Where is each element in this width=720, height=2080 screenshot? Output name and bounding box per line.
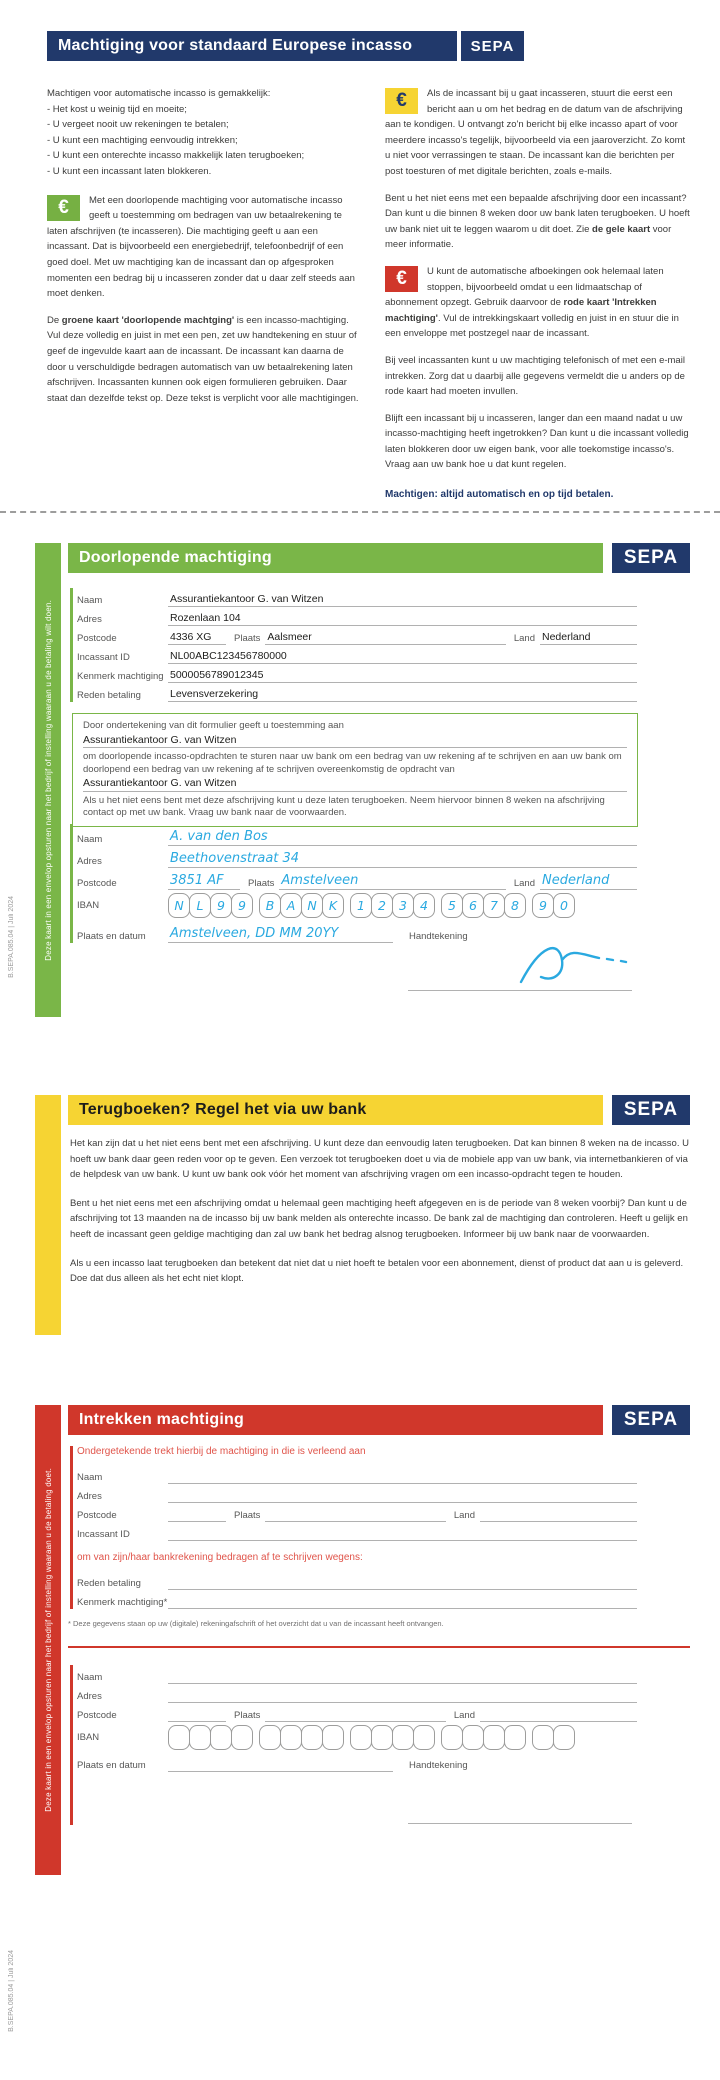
iban-group [168, 893, 252, 918]
form-row-adres [77, 1484, 637, 1503]
iban-boxes[interactable] [168, 893, 581, 918]
form-row-naam [77, 1665, 637, 1684]
naam-field[interactable]: A. van den Bos [168, 829, 637, 846]
agreement-line: Door ondertekening van dit formulier geeft u toestemming aan [83, 720, 344, 731]
paragraph-text: De [47, 314, 62, 326]
field-label: Plaats [234, 1510, 261, 1521]
red-side-strip [35, 1405, 61, 1875]
form-row-reden [77, 1571, 637, 1590]
iban-cell[interactable] [392, 1725, 414, 1750]
document-code-vertical: B.SEPA.085.04 | Juli 2024 [8, 1950, 15, 2032]
field-label: Land [453, 1710, 475, 1721]
iban-cell[interactable]: 5 [441, 893, 463, 918]
incassant-id-field[interactable]: NL00ABC123456780000 [168, 650, 637, 664]
iban-cell[interactable]: 2 [371, 893, 393, 918]
agreement-incassant-name: Assurantiekantoor G. van Witzen [83, 734, 627, 749]
adres-field[interactable] [168, 1689, 637, 1703]
form-row-iban [77, 1722, 637, 1753]
yellow-body [70, 1136, 690, 1298]
agreement-line: Als u het niet eens bent met deze afschrijving kunt u deze laten terugboeken. Neem hiervoor binnen 8 weken na afschrijving contact op met uw bank. Vraag uw bank naar de voorwaarden. [83, 794, 605, 818]
kenmerk-field[interactable]: 5000056789012345 [168, 669, 637, 683]
iban-group [441, 893, 525, 918]
iban-cell[interactable] [553, 1725, 575, 1750]
iban-cell[interactable]: 3 [392, 893, 414, 918]
sepa-logo-text: SEPA [623, 547, 679, 568]
field-label: Postcode [77, 1510, 117, 1521]
paragraph-blokkeren: Blijft een incassant bij u incasseren, langer dan een maand nadat u uw incasso-machtiging heeft ingetrokken? Dan kunt u die incassant volledig laten blokkeren door uw eigen bank, voor alle toekomstige incasso's. Vraag aan uw bank hoe u dat kunt regelen. [385, 412, 689, 471]
field-label: Naam [77, 595, 103, 606]
green-incassant-form [70, 588, 637, 702]
iban-group [441, 1725, 525, 1750]
plaats-datum-field[interactable]: Amstelveen, DD MM 20YY [168, 926, 393, 943]
form-row-kenmerk [77, 1590, 637, 1609]
iban-cell[interactable]: 9 [210, 893, 232, 918]
naam-field[interactable] [168, 1670, 637, 1684]
iban-cell[interactable] [441, 1725, 463, 1750]
benefit-list [47, 102, 359, 180]
paragraph-text: voor meer informatie. [385, 223, 672, 251]
euro-icon-yellow: € [385, 88, 418, 114]
form-row-kenmerk [77, 664, 637, 683]
iban-cell[interactable]: 1 [350, 893, 372, 918]
form-row-naam [77, 588, 637, 607]
sepa-logo-text: SEPA [623, 1409, 679, 1430]
form-row-postcode [77, 626, 637, 645]
footnote: * Deze gegevens staan op uw (digitale) rekeningafschrift of het overzicht dat u van de incassant heeft ontvangen. [68, 1619, 444, 1628]
field-label: Incassant ID [77, 652, 130, 663]
field-label: Postcode [77, 878, 117, 889]
agreement-line: om doorlopende incasso-opdrachten te sturen naar uw bank om een bedrag van uw rekening af te schrijven en aan uw bank om doorlopend een bedrag van uw rekening af te schrijven overeenkomstig de opdracht van [83, 751, 622, 775]
paragraph-text: Met een doorlopende machtiging voor automatische incasso geeft u toestemming om bedragen van uw betaalrekening te laten afschrijven (te incasseren). Die machtiging geeft u aan een incassant. Dat is bijvoorbeeld een energiebedrijf, telefoonbedrijf of een goed doel. Met uw machtiging kan de incassant dan op afgesproken momenten een bedrag bij u incasseren zonder dat u daar zelf steeds aan moet denken. [47, 194, 355, 300]
adres-field[interactable]: Rozenlaan 104 [168, 612, 637, 626]
land-field[interactable] [480, 1508, 637, 1522]
iban-cell[interactable] [532, 1725, 554, 1750]
field-label: Adres [77, 856, 102, 867]
field-label: Land [513, 633, 535, 644]
field-label: Kenmerk machtiging [77, 671, 164, 682]
red-incassant-form [70, 1446, 637, 1609]
field-label: Plaats [234, 633, 261, 644]
form-row-incassant-id [77, 645, 637, 664]
sepa-logo-red [612, 1405, 690, 1435]
plaats-field[interactable]: Aalsmeer [265, 631, 505, 645]
section1-title: Machtiging voor standaard Europese incasso [58, 37, 413, 54]
land-field[interactable]: Nederland [540, 873, 637, 890]
field-label: Naam [77, 1672, 103, 1683]
sepa-logo-green [612, 543, 690, 573]
red-reason-line: om van zijn/haar bankrekening bedragen af te schrijven wegens: [77, 1552, 363, 1563]
plaats-field[interactable] [265, 1708, 445, 1722]
iban-cell[interactable]: N [301, 893, 323, 918]
form-row-incassant-id [77, 1522, 637, 1541]
signature[interactable] [515, 938, 650, 990]
iban-cell[interactable] [462, 1725, 484, 1750]
paragraph-groene-kaart [47, 313, 359, 407]
plaats-field[interactable] [265, 1508, 445, 1522]
yellow-paragraph: Bent u het niet eens met een afschrijving omdat u helemaal geen machtiging heeft afgegeven en is de periode van 8 weken voorbij? Dan kunt u de afschrijving tot 13 maanden na de incasso bij uw bank melden als onterechte incasso. De bank zal de machtiging dan controleren. Heeft u gelijk en heeft de incassant geen geldige machtiging dan zal uw bank het bedrag alsnog terugboeken. Informeer bij uw bank naar de voorwaarden. [70, 1197, 688, 1240]
red-header-bar [68, 1405, 603, 1435]
field-label: Land [453, 1510, 475, 1521]
form-row-adres [77, 607, 637, 626]
benefit-item: - U kunt een onterechte incasso makkelijk laten terugboeken; [47, 150, 305, 162]
red-divider-line [68, 1646, 690, 1648]
iban-cell[interactable]: L [189, 893, 211, 918]
field-label: Plaats [248, 878, 275, 889]
field-label: Handtekening [409, 1760, 468, 1771]
field-label: Plaats en datum [77, 931, 146, 942]
yellow-paragraph: Het kan zijn dat u het niet eens bent met een afschrijving. U kunt deze dan eenvoudig laten terugboeken. Dat kan binnen 8 weken na de incasso. U hoeft uw bank daar geen reden voor op te geven. Een verzoek tot terugboeken doet u via de mobiele app van uw bank, via internetbankieren of via de helpdesk van uw bank. U kunt uw bank ook vóór het moment van afschrijving vragen om een incasso-opdracht tegen te houden. [70, 1138, 689, 1181]
dashed-separator [0, 511, 720, 513]
benefit-item: - U kunt een incassant laten blokkeren. [47, 165, 212, 177]
paragraph-aankondiging [385, 86, 691, 180]
red-debtor-form [70, 1665, 637, 1825]
yellow-paragraph: Als u een incasso laat terugboeken dan betekent dat niet dat u niet hoeft te betalen voor een abonnement, dienst of product dat aan u is geleverd. Doe dat dus alleen als het echt niet klopt. [70, 1257, 684, 1285]
form-row-plaats-datum [77, 1753, 637, 1772]
sepa-logo-yellow [612, 1095, 690, 1125]
agreement-box [72, 713, 638, 827]
iban-cell[interactable] [322, 1725, 344, 1750]
plaats-field[interactable]: Amstelveen [279, 873, 505, 890]
adres-field[interactable] [168, 1489, 637, 1503]
field-label: IBAN [77, 1731, 100, 1743]
form-row-naam [77, 1465, 637, 1484]
form-row-postcode [77, 1503, 637, 1522]
iban-cell[interactable]: 4 [413, 893, 435, 918]
green-debtor-form [70, 824, 637, 943]
naam-field[interactable]: Assurantiekantoor G. van Witzen [168, 593, 637, 607]
iban-cell[interactable]: N [168, 893, 190, 918]
paragraph-telefonisch: Bij veel incassanten kunt u uw machtiging telefonisch of met een e-mail intrekken. Zorg dat u daarbij alle gegevens vermeldt die u anders op de rode kaart had moeten invullen. [385, 354, 685, 398]
iban-cell[interactable] [168, 1725, 190, 1750]
iban-cell[interactable] [189, 1725, 211, 1750]
land-field[interactable]: Nederland [540, 631, 637, 645]
yellow-title: Terugboeken? Regel het via uw bank [79, 1101, 367, 1118]
field-label: Plaats [234, 1710, 261, 1721]
intro-line: Machtigen voor automatische incasso is gemakkelijk: [47, 88, 271, 99]
section1-right-column [385, 86, 691, 513]
paragraph-text: . Vul de intrekkingskaart volledig en juist in en stuur die in een enveloppe met postzegel naar de incassant. [385, 312, 679, 340]
form-row-iban [77, 890, 637, 921]
green-header-bar [68, 543, 603, 573]
iban-group [532, 1725, 574, 1750]
signature-line[interactable] [408, 1823, 632, 1824]
iban-cell[interactable]: 6 [462, 893, 484, 918]
paragraph-text: Als de incassant bij u gaat incasseren, stuurt die eerst een bericht aan u om het bedrag en de datum van de afschrijving aan te kondigen. U ontvangt zo'n bericht bij elke incasso apart of voor meerdere incasso's tegelijk, bijvoorbeeld via een jaaroverzicht. Zo komt u niet voor verrassingen te staan. De incassant kan die berichten per post toesturen of met digitale berichten, zoals e-mails. [385, 88, 686, 177]
iban-cell[interactable] [413, 1725, 435, 1750]
adres-field[interactable]: Beethovenstraat 34 [168, 851, 637, 868]
agreement-incassant-name: Assurantiekantoor G. van Witzen [83, 777, 627, 792]
yellow-side-strip [35, 1095, 61, 1335]
euro-icon-red: € [385, 266, 418, 292]
iban-group [350, 893, 434, 918]
field-label: Adres [77, 1691, 102, 1702]
postcode-field[interactable]: 3851 AF [168, 873, 240, 890]
iban-group [259, 1725, 343, 1750]
iban-cell[interactable] [231, 1725, 253, 1750]
section1-left-column [47, 86, 359, 417]
sepa-logo-text: SEPA [623, 1099, 679, 1120]
form-row-adres [77, 1684, 637, 1703]
form-row-reden [77, 683, 637, 702]
field-label: Adres [77, 1491, 102, 1502]
field-label: Naam [77, 1472, 103, 1483]
paragraph-terugboeken [385, 191, 691, 253]
benefit-item: - Het kost u weinig tijd en moeite; [47, 103, 187, 115]
iban-cell[interactable] [483, 1725, 505, 1750]
green-side-strip [35, 543, 61, 1017]
red-title: Intrekken machtiging [79, 1411, 244, 1428]
iban-cell[interactable]: 0 [553, 893, 575, 918]
red-side-note: Deze kaart in een envelop opsturen naar het bedrijf of instelling waaraan u de betaling doet. [43, 1468, 53, 1812]
iban-cell[interactable]: 7 [483, 893, 505, 918]
bold-green-card: groene kaart 'doorlopende machtging' [61, 314, 235, 326]
paragraph-intrekken [385, 264, 691, 342]
benefit-item: - U vergeet nooit uw rekeningen te betalen; [47, 119, 229, 131]
iban-cell[interactable] [210, 1725, 232, 1750]
iban-group [168, 1725, 252, 1750]
paragraph-text: Bent u het niet eens met een bepaalde afschrijving door een incassant? Dan kunt u die binnen 8 weken door uw bank laten terugboeken. U hoeft uw bank niet uit te leggen waarom u dit doet. Zie [385, 192, 690, 235]
green-title: Doorlopende machtiging [79, 549, 272, 566]
signature-line[interactable] [408, 990, 632, 991]
naam-field[interactable] [168, 1470, 637, 1484]
kenmerk-field[interactable] [168, 1595, 637, 1609]
iban-cell[interactable] [350, 1725, 372, 1750]
iban-cell[interactable]: B [259, 893, 281, 918]
field-label: Kenmerk machtiging* [77, 1597, 168, 1608]
field-label: Land [513, 878, 535, 889]
sepa-logo-top [461, 31, 524, 61]
iban-cell[interactable] [280, 1725, 302, 1750]
land-field[interactable] [480, 1708, 637, 1722]
paragraph-doorlopende [47, 193, 359, 302]
iban-group [350, 1725, 434, 1750]
field-label: Adres [77, 614, 102, 625]
document-code-vertical: B.SEPA.085.04 | Juli 2024 [8, 896, 15, 978]
field-label: Reden betaling [77, 690, 141, 701]
yellow-header-bar [68, 1095, 603, 1125]
red-intro-line: Ondergetekende trekt hierbij de machtiging in die is verleend aan [77, 1446, 366, 1457]
field-label: Plaats en datum [77, 1760, 146, 1771]
postcode-field[interactable]: 4336 XG [168, 631, 226, 645]
green-side-note: Deze kaart in een envelop opsturen naar het bedrijf of instelling waaraan u de betaling wilt doen. [43, 599, 53, 961]
iban-cell[interactable]: 8 [504, 893, 526, 918]
iban-group [532, 893, 574, 918]
field-label: Handtekening [409, 931, 468, 942]
iban-group [259, 893, 343, 918]
paragraph-text: is een incasso-machtiging. Vul deze volledig en juist in met een pen, zet uw handtekening en stuur of geef de ingevulde kaart aan de incassant. De incassant kan daarna de door u verschuldigde bedragen automatisch van uw betaalrekening laten afschrijven. Incassanten kunnen ook eigen formulieren gebruiken. Daar staat dan dezelfde tekst op. Deze tekst is verplicht voor alle machtigingen. [47, 314, 359, 404]
form-row-postcode [77, 868, 637, 890]
bold-yellow-card: de gele kaart [592, 223, 651, 235]
form-row-naam [77, 824, 637, 846]
sepa-logo-text: SEPA [470, 37, 515, 55]
form-row-adres [77, 846, 637, 868]
iban-cell[interactable] [504, 1725, 526, 1750]
iban-cell[interactable]: A [280, 893, 302, 918]
iban-cell[interactable]: 9 [231, 893, 253, 918]
iban-cell[interactable] [259, 1725, 281, 1750]
postcode-field[interactable] [168, 1508, 226, 1522]
field-label: IBAN [77, 899, 100, 911]
benefit-item: - U kunt een machtiging eenvoudig intrekken; [47, 134, 238, 146]
iban-cell[interactable]: 9 [532, 893, 554, 918]
field-label: Reden betaling [77, 1578, 141, 1589]
form-row-postcode [77, 1703, 637, 1722]
field-label: Incassant ID [77, 1529, 130, 1540]
field-label: Postcode [77, 633, 117, 644]
plaats-datum-field[interactable] [168, 1758, 393, 1772]
reden-field[interactable] [168, 1576, 637, 1590]
reden-field[interactable]: Levensverzekering [168, 688, 637, 702]
field-label: Naam [77, 834, 103, 845]
postcode-field[interactable] [168, 1708, 226, 1722]
iban-cell[interactable] [301, 1725, 323, 1750]
bold-red-card: rode kaart 'Intrekken machtiging' [385, 297, 657, 324]
closing-statement: Machtigen: altijd automatisch en op tijd betalen. [385, 489, 614, 501]
euro-icon-green: € [47, 195, 80, 221]
iban-cell[interactable] [371, 1725, 393, 1750]
field-label: Postcode [77, 1710, 117, 1721]
iban-cell[interactable]: K [322, 893, 344, 918]
iban-boxes[interactable] [168, 1725, 581, 1750]
section1-header-bar [47, 31, 457, 61]
paragraph-text: U kunt de automatische afboekingen ook helemaal laten stoppen, bijvoorbeeld omdat u een lidmaatschap of abonnement opzegt. Gebruik daarvoor de [385, 265, 664, 309]
incassant-id-field[interactable] [168, 1527, 637, 1541]
